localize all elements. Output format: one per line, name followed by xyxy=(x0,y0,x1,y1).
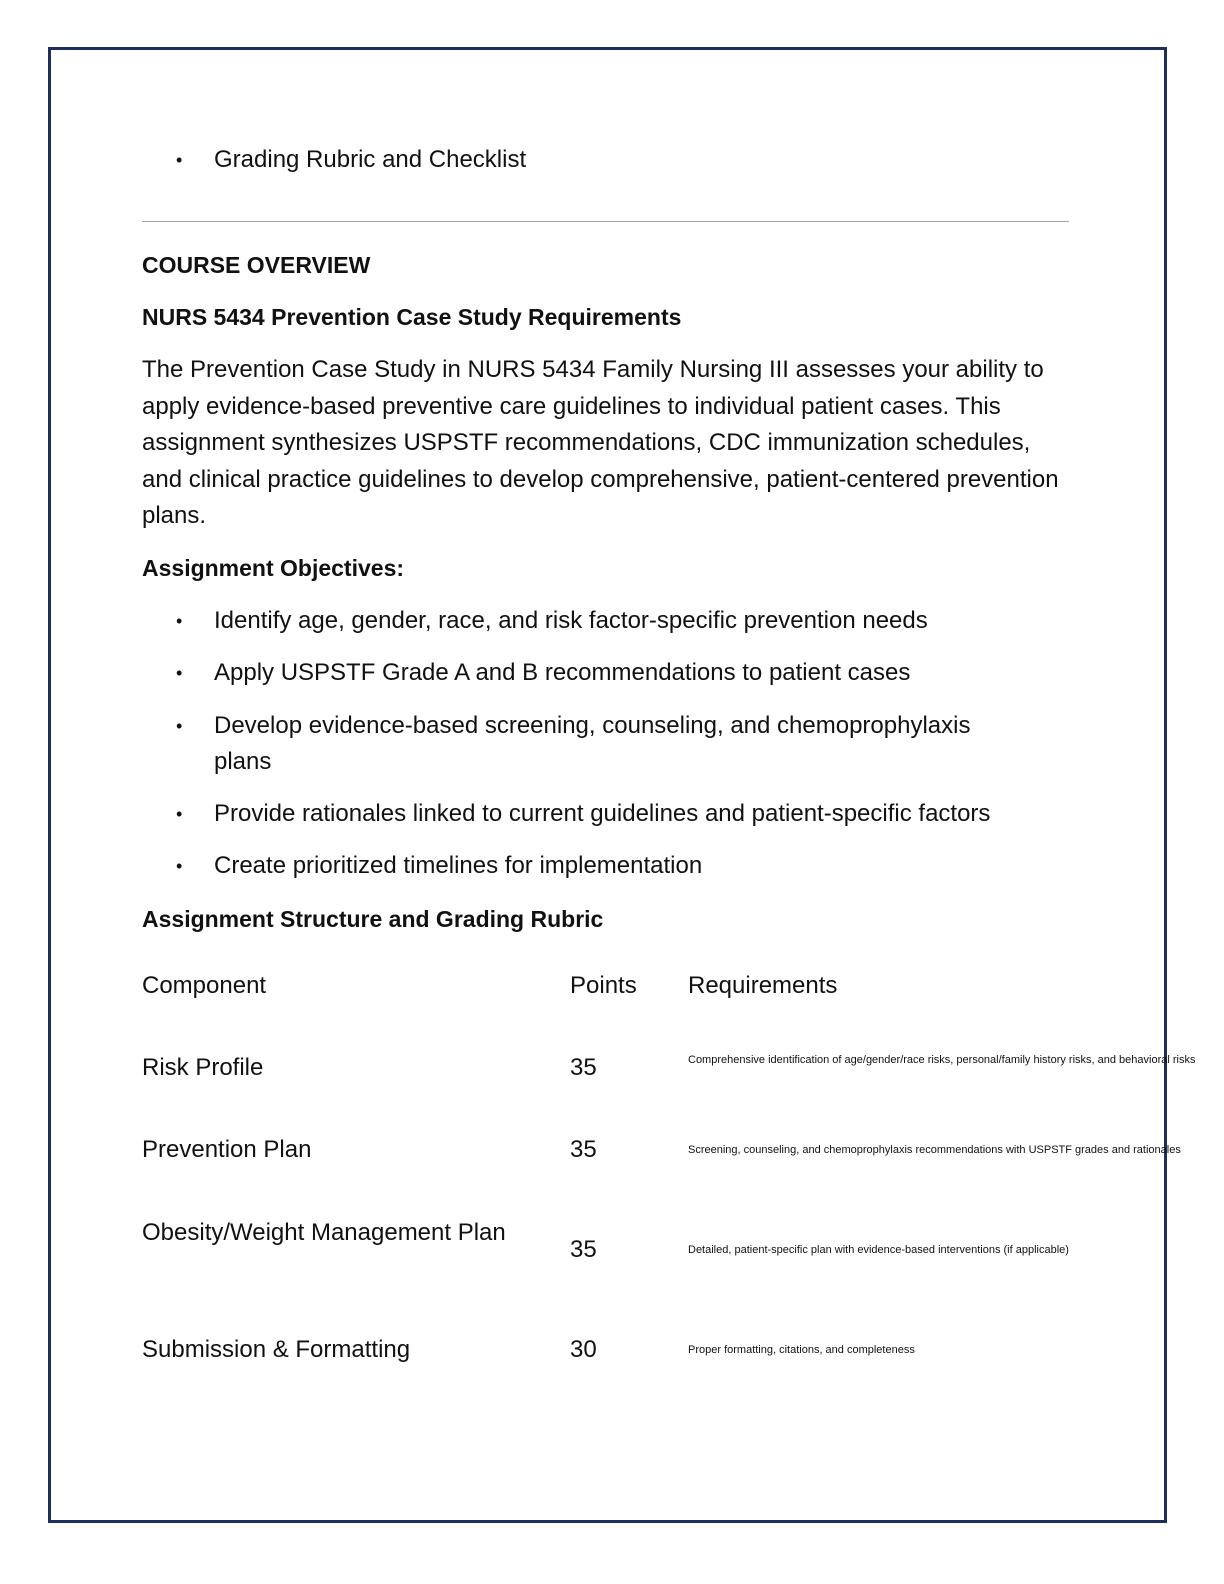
objective-text: Provide rationales linked to current guidelines and patient-specific factors xyxy=(214,800,991,827)
bullet-icon: • xyxy=(176,716,183,736)
objective-text: Identify age, gender, race, and risk factor-specific prevention needs xyxy=(214,607,928,634)
table-cell-requirements: Screening, counseling, and chemoprophylaxis recommendations with USPSTF grades and rationales xyxy=(688,1144,1181,1156)
objective-item xyxy=(176,796,1064,832)
objectives-heading: Assignment Objectives: xyxy=(142,555,405,581)
document-content xyxy=(142,0,1212,1584)
table-cell-requirements: Detailed, patient-specific plan with evidence-based interventions (if applicable) xyxy=(688,1244,1069,1256)
list-item-text: Grading Rubric and Checklist xyxy=(214,146,527,173)
bullet-icon: • xyxy=(176,804,183,824)
bullet-icon: • xyxy=(176,856,183,876)
objective-text: Apply USPSTF Grade A and B recommendations to patient cases xyxy=(214,659,911,686)
rubric-heading: Assignment Structure and Grading Rubric xyxy=(142,906,604,932)
table-cell-points: 35 xyxy=(570,1136,597,1163)
objective-text: Create prioritized timelines for implementation xyxy=(214,852,703,879)
objective-item xyxy=(176,655,1064,691)
section-title: COURSE OVERVIEW xyxy=(142,252,371,278)
table-header-component: Component xyxy=(142,972,267,999)
objective-text: Develop evidence-based screening, counseling, and chemoprophylaxis plans xyxy=(214,712,971,775)
table-cell-points: 35 xyxy=(570,1054,597,1081)
table-cell-component: Submission & Formatting xyxy=(142,1336,411,1363)
table-cell-requirements: Proper formatting, citations, and completeness xyxy=(688,1344,915,1356)
table-header-points: Points xyxy=(570,972,637,999)
table-cell-points: 35 xyxy=(570,1236,597,1263)
table-cell-component: Prevention Plan xyxy=(142,1136,312,1163)
objective-item xyxy=(176,848,1064,884)
list-item xyxy=(176,142,1064,178)
table-cell-requirements: Comprehensive identification of age/gender/race risks, personal/family history risks, and behavioral risks xyxy=(688,1054,1196,1066)
bullet-icon: • xyxy=(176,663,183,683)
table-cell-component: Risk Profile xyxy=(142,1054,264,1081)
overview-paragraph: The Prevention Case Study in NURS 5434 Family Nursing III assesses your ability to apply evidence-based preventive care guidelines to individual patient cases. This assignment synthesizes USPSTF recommendations, CDC immunization schedules, and clinical practice guidelines to develop comprehensive, patient-centered prevention plans. xyxy=(142,356,1059,530)
table-header-requirements: Requirements xyxy=(688,972,838,999)
objective-item xyxy=(176,603,1064,639)
objective-item xyxy=(176,708,1014,780)
horizontal-rule xyxy=(142,221,1069,222)
table-cell-points: 30 xyxy=(570,1336,597,1363)
section-subtitle: NURS 5434 Prevention Case Study Requirements xyxy=(142,304,682,330)
table-cell-component: Obesity/Weight Management Plan xyxy=(142,1219,506,1246)
bullet-icon: • xyxy=(176,611,183,631)
bullet-icon: • xyxy=(176,150,183,170)
